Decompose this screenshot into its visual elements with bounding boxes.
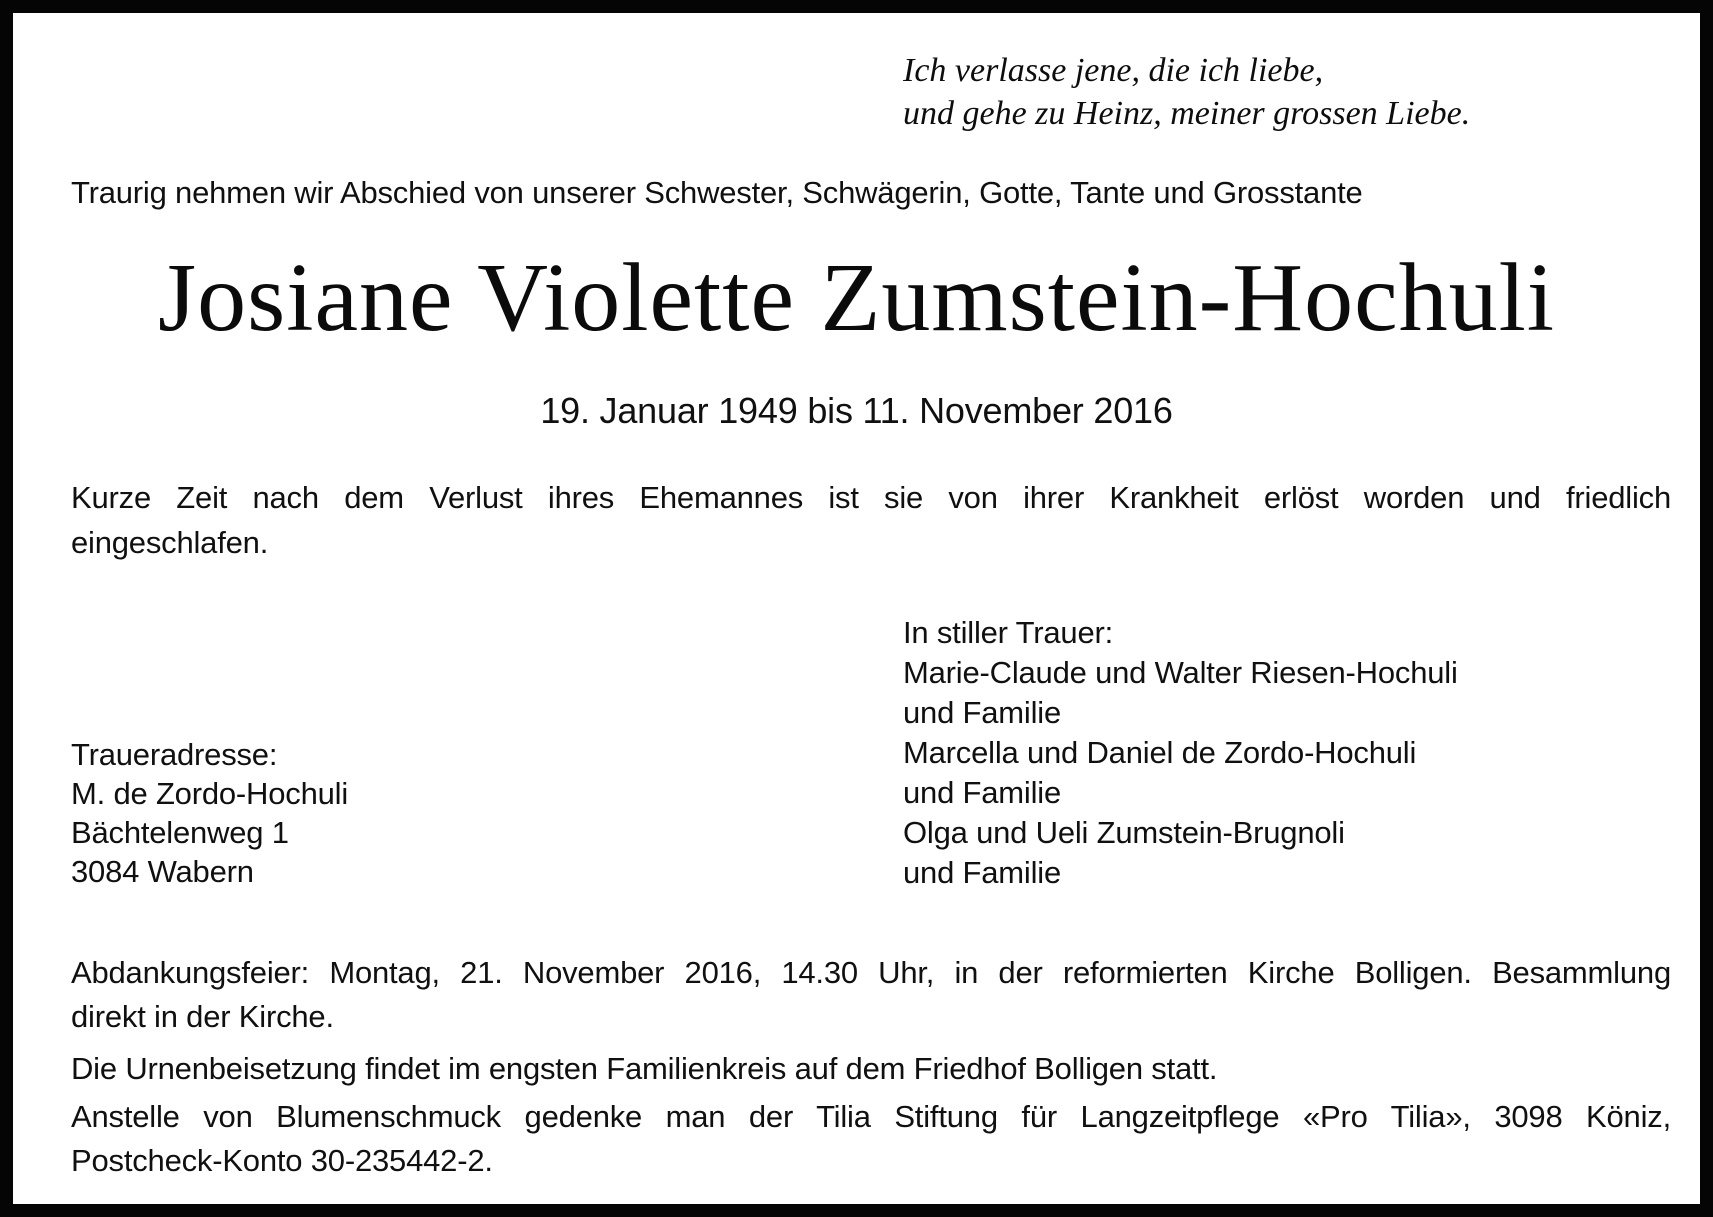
epigraph-line-2: und gehe zu Heinz, meiner grossen Liebe.	[903, 95, 1471, 132]
donation-info	[71, 1095, 1671, 1183]
obituary-line-2: eingeschlafen.	[71, 525, 269, 560]
epigraph	[903, 49, 1470, 135]
deceased-name: Josiane Violette Zumstein-Hochuli	[157, 244, 1556, 352]
address-line: M. de Zordo-Hochuli	[71, 776, 349, 811]
donation-line-2: Postcheck-Konto 30-235442-2.	[71, 1143, 493, 1178]
service-line-1: Abdankungsfeier: Montag, 21. November 2016, 14.30 Uhr, in der reformierten Kirche Bolligen. Besammlung	[71, 955, 1671, 990]
address-line: Bächtelenweg 1	[71, 815, 289, 850]
mourner-line: und Familie	[903, 775, 1062, 810]
address-heading: Traueradresse:	[71, 737, 278, 772]
intro-line: Traurig nehmen wir Abschied von unserer Schwester, Schwägerin, Gotte, Tante und Grosstante	[71, 175, 1363, 210]
mourners-list	[903, 613, 1458, 893]
service-info	[71, 951, 1671, 1091]
obituary-paragraph	[71, 475, 1671, 565]
life-dates: 19. Januar 1949 bis 11. November 2016	[540, 390, 1173, 431]
mourner-line: und Familie	[903, 695, 1062, 730]
mourner-line: und Familie	[903, 855, 1062, 890]
mourning-address	[71, 735, 348, 891]
mourner-line: Olga und Ueli Zumstein-Brugnoli	[903, 815, 1345, 850]
burial-line: Die Urnenbeisetzung findet im engsten Familienkreis auf dem Friedhof Bolligen statt.	[71, 1051, 1218, 1086]
mourner-line: Marcella und Daniel de Zordo-Hochuli	[903, 735, 1417, 770]
obituary-line-1: Kurze Zeit nach dem Verlust ihres Ehemannes ist sie von ihrer Krankheit erlöst worden und friedlich	[71, 480, 1671, 515]
mourners-heading: In stiller Trauer:	[903, 615, 1114, 650]
epigraph-line-1: Ich verlasse jene, die ich liebe,	[903, 52, 1324, 89]
mourner-line: Marie-Claude und Walter Riesen-Hochuli	[903, 655, 1458, 690]
address-line: 3084 Wabern	[71, 854, 254, 889]
service-line-2: direkt in der Kirche.	[71, 999, 334, 1034]
donation-line-1: Anstelle von Blumenschmuck gedenke man der Tilia Stiftung für Langzeitpflege «Pro Tilia», 3098 Köniz,	[71, 1099, 1671, 1134]
